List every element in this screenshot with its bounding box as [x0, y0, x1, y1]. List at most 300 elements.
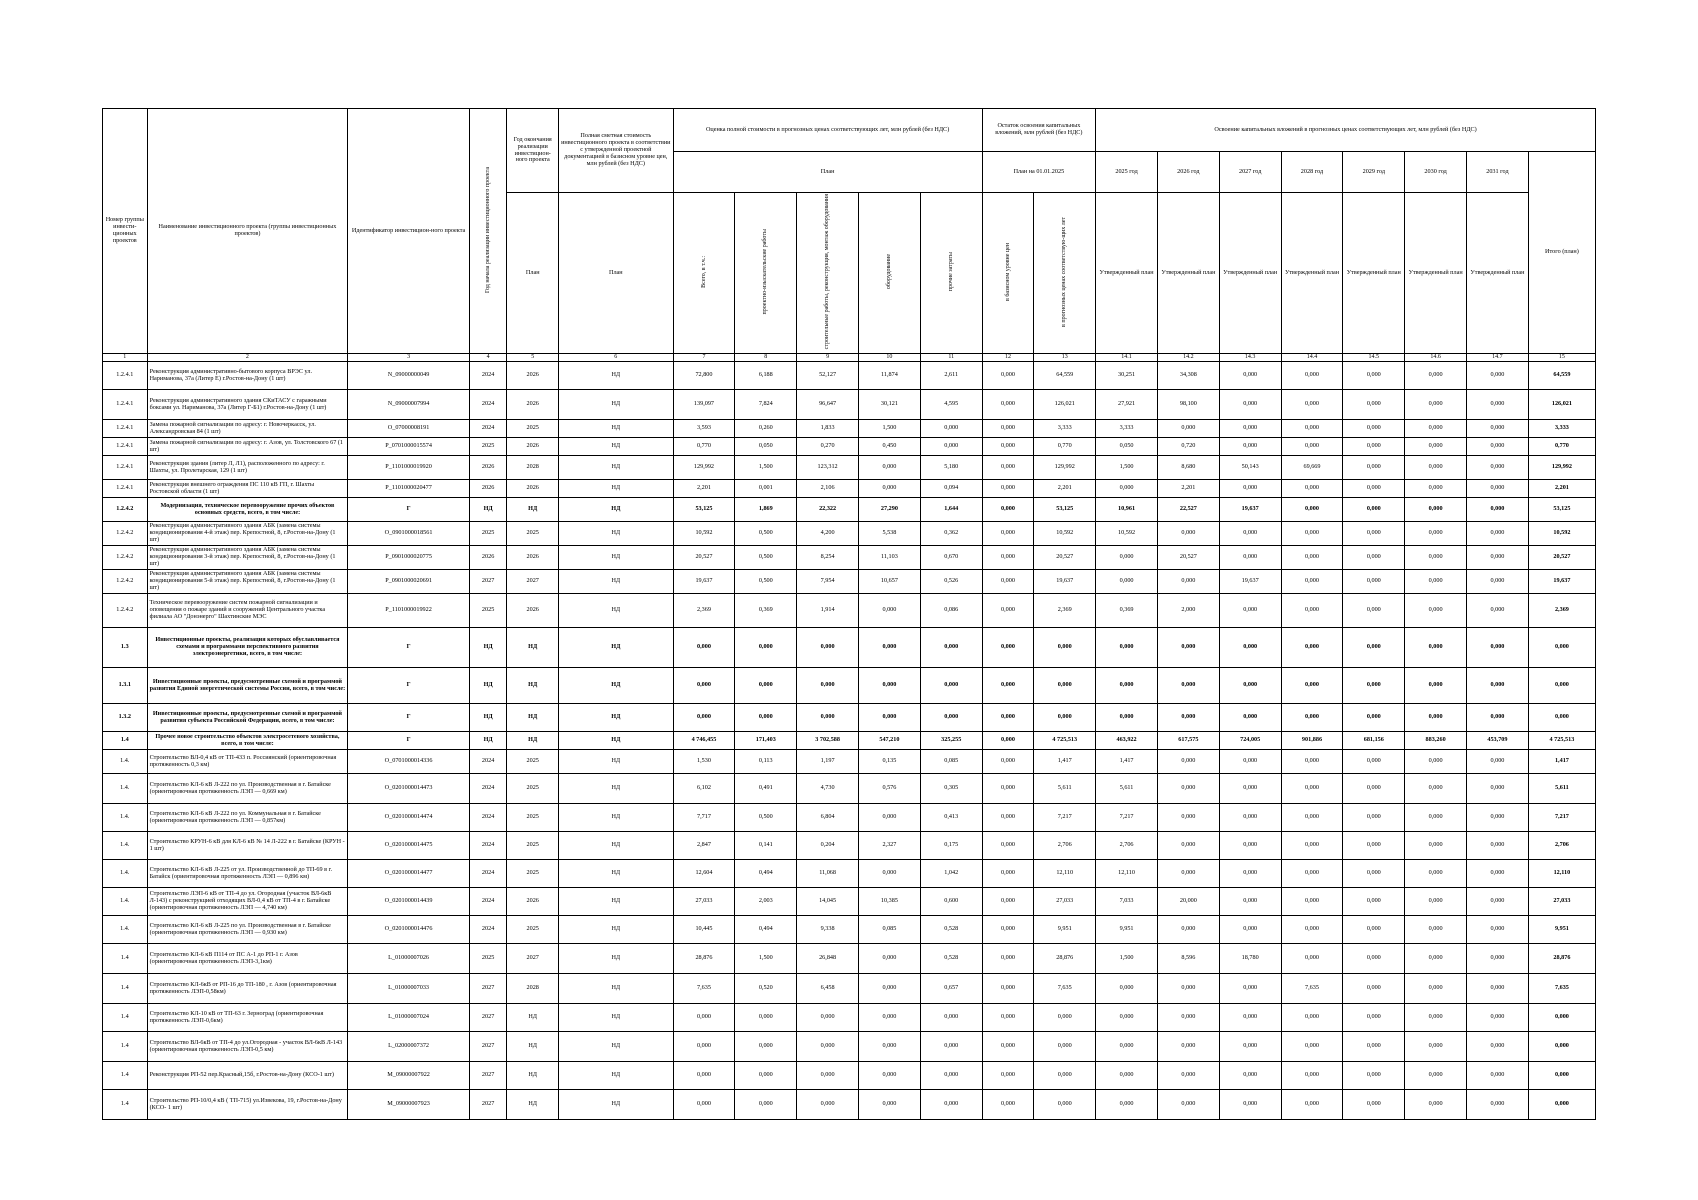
column-number: 2	[147, 354, 348, 362]
table-cell: N_09000000049	[348, 362, 470, 390]
table-cell: 2,003	[735, 888, 797, 916]
project-name-cell: Инвестиционные проекты, предусмотренные схемой и программой развития Единой энергетической системы России, всего, в том числе:	[147, 668, 348, 704]
table-cell: 0,770	[1034, 438, 1096, 456]
column-number-row	[103, 354, 1596, 362]
total-cell: 0,000	[1528, 704, 1595, 732]
table-cell: 0,000	[859, 456, 921, 480]
table-cell: 0,000	[1343, 498, 1405, 522]
table-cell: 617,575	[1157, 732, 1219, 750]
project-name-cell: Модернизация, техническое перевооружение прочих объектов основных средств, всего, в том числе:	[147, 498, 348, 522]
table-cell: 0,000	[1405, 704, 1467, 732]
table-cell: НД	[559, 888, 674, 916]
group-number-cell: 1.2.4.2	[103, 570, 148, 594]
header-project-id: Идентификатор инвестицион-ного проекта	[348, 109, 470, 354]
table-cell: 2,327	[859, 832, 921, 860]
table-cell: 30,121	[859, 390, 921, 420]
table-cell: 0,000	[1467, 522, 1529, 546]
table-cell: 0,000	[797, 1032, 859, 1062]
table-cell: 4,595	[920, 390, 982, 420]
table-cell: 0,000	[859, 480, 921, 498]
table-cell: НД	[507, 1004, 559, 1032]
table-cell: 0,000	[1281, 546, 1343, 570]
table-cell: 0,000	[735, 1090, 797, 1120]
table-cell: НД	[507, 628, 559, 668]
header-est-equipment-label: оборудование	[886, 254, 893, 290]
table-cell: НД	[507, 732, 559, 750]
table-cell: 0,000	[1405, 1090, 1467, 1120]
table-cell: 0,000	[982, 944, 1034, 974]
column-number: 9	[797, 354, 859, 362]
table-row	[103, 1090, 1596, 1120]
table-cell: 1,530	[673, 750, 735, 774]
table-cell: 0,000	[1281, 860, 1343, 888]
table-cell: 10,592	[1034, 522, 1096, 546]
table-cell: 0,000	[1219, 1062, 1281, 1090]
group-number-cell: 1.2.4.2	[103, 546, 148, 570]
table-cell: 0,000	[1405, 750, 1467, 774]
table-cell: 0,000	[1281, 668, 1343, 704]
table-cell: 0,000	[1343, 456, 1405, 480]
table-cell: 6,458	[797, 974, 859, 1004]
table-cell: 0,305	[920, 774, 982, 804]
table-cell: 0,000	[920, 1004, 982, 1032]
table-cell: НД	[559, 628, 674, 668]
table-cell: 0,000	[673, 1062, 735, 1090]
table-cell: 12,604	[673, 860, 735, 888]
table-cell: 463,922	[1096, 732, 1158, 750]
table-cell: 2027	[469, 570, 506, 594]
table-cell: 0,000	[920, 668, 982, 704]
table-cell: 0,000	[1219, 546, 1281, 570]
table-cell: 7,635	[1281, 974, 1343, 1004]
table-cell: 0,000	[1467, 456, 1529, 480]
table-cell: 0,000	[1157, 1004, 1219, 1032]
table-cell: 9,951	[1034, 916, 1096, 944]
table-cell: 6,102	[673, 774, 735, 804]
table-cell: 0,000	[920, 1090, 982, 1120]
table-cell: 0,000	[1281, 1032, 1343, 1062]
table-cell: 0,000	[1467, 1032, 1529, 1062]
header-year-2028: 2028 год	[1281, 152, 1343, 193]
table-cell: 1,197	[797, 750, 859, 774]
table-cell: 0,000	[1405, 498, 1467, 522]
column-number: 11	[920, 354, 982, 362]
table-cell: 0,000	[1281, 420, 1343, 438]
header-full-cost: Полная сметная стоимость инвестиционного проекта в соответствии с утвержденной проектной документацией в базисном уровне цен, млн рублей (без НДС)	[559, 109, 674, 193]
table-cell: 0,000	[1343, 420, 1405, 438]
table-cell: 0,000	[1343, 546, 1405, 570]
group-number-cell: 1.4.	[103, 860, 148, 888]
table-cell: 0,000	[1343, 362, 1405, 390]
table-cell: 0,000	[1157, 704, 1219, 732]
table-cell: 5,180	[920, 456, 982, 480]
table-cell: 883,260	[1405, 732, 1467, 750]
table-cell: 53,125	[1034, 498, 1096, 522]
table-cell: 2025	[469, 438, 506, 456]
table-cell: 10,592	[1096, 522, 1158, 546]
table-cell: L_02000007372	[348, 1032, 470, 1062]
table-cell: 6,804	[797, 804, 859, 832]
table-cell: 0,175	[920, 832, 982, 860]
table-cell: 0,000	[1157, 668, 1219, 704]
table-cell: 0,204	[797, 832, 859, 860]
table-cell: 0,000	[982, 732, 1034, 750]
table-cell: 22,322	[797, 498, 859, 522]
total-cell: 20,527	[1528, 546, 1595, 570]
group-number-cell: 1.4.	[103, 888, 148, 916]
table-cell: НД	[559, 390, 674, 420]
table-cell: 0,000	[1281, 704, 1343, 732]
table-row	[103, 546, 1596, 570]
table-cell: 0,000	[797, 704, 859, 732]
table-cell: 0,000	[1343, 438, 1405, 456]
total-cell: 7,217	[1528, 804, 1595, 832]
project-name-cell: Строительство КЛ-6 кВ П114 от ПС А-1 до РП-1 г. Азов (ориентировочная протяженность ЛЭП-3,1км)	[147, 944, 348, 974]
table-cell: 0,000	[859, 804, 921, 832]
table-cell: 0,000	[1219, 860, 1281, 888]
table-cell: 0,000	[1219, 668, 1281, 704]
table-row	[103, 1062, 1596, 1090]
column-number: 14.6	[1405, 354, 1467, 362]
project-name-cell: Строительство ВЛ-0,4 кВ от ТП-433 п. Россиянский (ориентировочная протяженность 0,3 км)	[147, 750, 348, 774]
table-cell: 1,914	[797, 594, 859, 628]
table-cell: НД	[559, 546, 674, 570]
table-cell: 0,000	[982, 832, 1034, 860]
group-number-cell: 1.4.	[103, 750, 148, 774]
table-cell: 0,000	[1281, 888, 1343, 916]
table-cell: O_0201000014477	[348, 860, 470, 888]
table-cell: 0,000	[1219, 774, 1281, 804]
table-row	[103, 668, 1596, 704]
table-cell: 2025	[507, 750, 559, 774]
table-cell: 2024	[469, 750, 506, 774]
table-cell: 0,000	[797, 628, 859, 668]
table-cell: P_0901000020691	[348, 570, 470, 594]
table-cell: 0,000	[1281, 390, 1343, 420]
table-row	[103, 628, 1596, 668]
table-cell: 0,000	[1219, 438, 1281, 456]
header-approved-2031: Утвержденный план	[1467, 193, 1529, 354]
table-cell: НД	[469, 704, 506, 732]
table-cell: 0,000	[1281, 522, 1343, 546]
table-cell: 0,000	[1034, 628, 1096, 668]
table-row	[103, 750, 1596, 774]
column-number: 8	[735, 354, 797, 362]
table-cell: 0,000	[1281, 1090, 1343, 1120]
table-cell: 2025	[507, 916, 559, 944]
table-cell: 0,000	[982, 1062, 1034, 1090]
table-cell: 0,000	[982, 362, 1034, 390]
table-cell: 0,000	[1467, 1004, 1529, 1032]
table-cell: 0,000	[1405, 522, 1467, 546]
table-cell: 0,000	[1157, 804, 1219, 832]
table-cell: 10,657	[859, 570, 921, 594]
table-cell: 1,042	[920, 860, 982, 888]
table-cell: 123,312	[797, 456, 859, 480]
table-cell: 0,000	[1467, 916, 1529, 944]
total-cell: 0,000	[1528, 668, 1595, 704]
table-cell: 2024	[469, 832, 506, 860]
table-cell: 0,000	[1219, 1032, 1281, 1062]
total-cell: 0,000	[1528, 1090, 1595, 1120]
table-cell: 0,000	[1219, 750, 1281, 774]
table-cell: 0,000	[1034, 1032, 1096, 1062]
table-cell: 0,000	[1405, 420, 1467, 438]
table-cell: 0,000	[1219, 974, 1281, 1004]
table-cell: 0,000	[1343, 944, 1405, 974]
table-cell: L_01000007033	[348, 974, 470, 1004]
table-cell: 0,135	[859, 750, 921, 774]
table-cell: 28,876	[1034, 944, 1096, 974]
table-cell: 0,000	[1096, 704, 1158, 732]
group-number-cell: 1.4	[103, 1032, 148, 1062]
table-cell: НД	[507, 1090, 559, 1120]
table-cell: 0,000	[1343, 480, 1405, 498]
table-cell: 0,000	[1343, 704, 1405, 732]
table-cell: 126,021	[1034, 390, 1096, 420]
column-number: 10	[859, 354, 921, 362]
table-cell: 0,000	[1034, 668, 1096, 704]
table-cell: P_1101000019922	[348, 594, 470, 628]
table-cell: O_0701000014336	[348, 750, 470, 774]
header-approved-2025: Утвержденный план	[1096, 193, 1158, 354]
table-cell: 0,000	[1157, 974, 1219, 1004]
table-cell: 0,600	[920, 888, 982, 916]
table-cell: 0,000	[1405, 804, 1467, 832]
table-cell: O_07000008191	[348, 420, 470, 438]
table-cell: 0,000	[982, 668, 1034, 704]
table-cell: 27,290	[859, 498, 921, 522]
table-cell: 0,000	[1157, 570, 1219, 594]
table-cell: 53,125	[673, 498, 735, 522]
table-cell: 0,000	[1096, 546, 1158, 570]
table-cell: 0,000	[1343, 1062, 1405, 1090]
project-name-cell: Замена пожарной сигнализации по адресу: г. Азов, ул. Толстовского 67 (1 шт)	[147, 438, 348, 456]
table-cell: O_0201000014476	[348, 916, 470, 944]
table-cell: 2025	[469, 594, 506, 628]
table-cell: 0,000	[1405, 438, 1467, 456]
table-cell: 0,000	[920, 438, 982, 456]
table-cell: 2,369	[1034, 594, 1096, 628]
table-cell: 7,954	[797, 570, 859, 594]
total-cell: 0,000	[1528, 1062, 1595, 1090]
column-number: 14.7	[1467, 354, 1529, 362]
table-cell: 19,637	[1034, 570, 1096, 594]
header-total: Итого (план)	[1528, 152, 1595, 354]
table-cell: 2025	[469, 944, 506, 974]
table-cell: 0,000	[1467, 832, 1529, 860]
total-cell: 0,000	[1528, 628, 1595, 668]
table-cell: 2,706	[1034, 832, 1096, 860]
table-cell: 0,000	[1405, 362, 1467, 390]
column-number: 14.2	[1157, 354, 1219, 362]
table-cell: 0,000	[673, 1004, 735, 1032]
table-cell: 0,000	[982, 420, 1034, 438]
table-cell: 0,000	[920, 420, 982, 438]
table-cell: 0,000	[673, 704, 735, 732]
header-est-other-label: прочие затраты	[947, 252, 954, 292]
table-cell: 98,100	[1157, 390, 1219, 420]
table-cell: НД	[507, 498, 559, 522]
project-name-cell: Инвестиционные проекты, предусмотренные схемой и программой развития субъекта Российской Федерации, всего, в том числе:	[147, 704, 348, 732]
table-cell: 0,000	[1034, 1004, 1096, 1032]
project-name-cell: Реконструкция административного здания СКиТАСУ с гаражными боксами ул. Нариманова, 37а (Литер Г-Б1) г.Ростов-на-Дону (1 шт)	[147, 390, 348, 420]
table-cell: 0,000	[1405, 1062, 1467, 1090]
table-cell: P_0901000020775	[348, 546, 470, 570]
table-cell: 2026	[469, 546, 506, 570]
group-number-cell: 1.4	[103, 1090, 148, 1120]
table-cell: 0,000	[1157, 1062, 1219, 1090]
table-cell: НД	[469, 498, 506, 522]
table-cell: 2024	[469, 888, 506, 916]
header-rem-base	[982, 193, 1034, 354]
column-number: 13	[1034, 354, 1096, 362]
table-cell: 724,005	[1219, 732, 1281, 750]
table-cell: 1,417	[1096, 750, 1158, 774]
table-cell: 0,000	[1467, 804, 1529, 832]
table-cell: 0,491	[735, 774, 797, 804]
project-name-cell: Реконструкция внешнего ограждения ПС 110 кВ ГП, г. Шахты Ростовской области (1 шт)	[147, 480, 348, 498]
header-est-design-label: проектно-изыскательские работы	[762, 228, 769, 315]
table-cell: 2024	[469, 916, 506, 944]
table-cell: 0,000	[859, 1062, 921, 1090]
table-row	[103, 832, 1596, 860]
header-estimate: Оценка полной стоимости в прогнозных ценах соответствующих лет, млн рублей (без НДС)	[673, 109, 982, 152]
table-cell: 0,000	[1096, 1090, 1158, 1120]
table-cell: НД	[559, 1032, 674, 1062]
column-number: 15	[1528, 354, 1595, 362]
table-cell: 2027	[469, 1090, 506, 1120]
table-cell: 0,000	[982, 774, 1034, 804]
table-cell: 2024	[469, 774, 506, 804]
table-cell: 2026	[507, 480, 559, 498]
group-number-cell: 1.4.	[103, 774, 148, 804]
table-cell: 171,403	[735, 732, 797, 750]
table-cell: 2028	[507, 456, 559, 480]
header-est-equipment	[859, 193, 921, 354]
table-cell: 0,362	[920, 522, 982, 546]
table-cell: 2027	[469, 974, 506, 1004]
table-cell: НД	[559, 438, 674, 456]
table-cell: 1,500	[735, 944, 797, 974]
table-cell: 20,527	[1034, 546, 1096, 570]
header-full-cost-plan: План	[559, 193, 674, 354]
table-cell: 0,000	[1405, 570, 1467, 594]
table-cell: 0,000	[1343, 628, 1405, 668]
table-cell: 2025	[507, 522, 559, 546]
table-cell: 0,369	[1096, 594, 1158, 628]
table-cell: 0,000	[1405, 480, 1467, 498]
table-cell: 0,000	[1096, 974, 1158, 1004]
project-name-cell: Замена пожарной сигнализации по адресу: г. Новочеркасск, ул. Александровская 84 (1 шт)	[147, 420, 348, 438]
table-cell: 0,000	[1281, 774, 1343, 804]
table-cell: 0,000	[1281, 804, 1343, 832]
project-name-cell: Реконструкция административного здания АБК (замена системы кондиционирования 5-й этаж) пер. Крепостной, 8, г.Ростов-на-Дону (1 шт)	[147, 570, 348, 594]
table-cell: 2026	[469, 456, 506, 480]
table-cell: 0,000	[1405, 1032, 1467, 1062]
table-cell: 0,000	[1219, 916, 1281, 944]
table-cell: 2026	[469, 480, 506, 498]
table-cell: P_1101000020477	[348, 480, 470, 498]
table-cell: 27,033	[673, 888, 735, 916]
table-cell: 26,848	[797, 944, 859, 974]
table-cell: 0,000	[982, 438, 1034, 456]
table-cell: Г	[348, 732, 470, 750]
table-cell: 2,611	[920, 362, 982, 390]
table-cell: 0,000	[920, 704, 982, 732]
table-cell: 5,611	[1034, 774, 1096, 804]
project-name-cell: Строительство КЛ-6 кВ Л-225 по ул. Производственная в г. Батайске (ориентировочная протяженность ЛЭП — 0,930 км)	[147, 916, 348, 944]
project-name-cell: Строительство РП-10/0,4 кВ ( ТП-715) ул.Извекова, 19, г.Ростов-на-Дону (КСО- 1 шт)	[147, 1090, 348, 1120]
table-cell: 0,000	[1281, 498, 1343, 522]
table-cell: 0,000	[1405, 888, 1467, 916]
table-cell: 0,000	[1467, 944, 1529, 974]
table-cell: 0,000	[859, 860, 921, 888]
table-cell: 2025	[507, 860, 559, 888]
table-cell: 8,680	[1157, 456, 1219, 480]
table-cell: 5,538	[859, 522, 921, 546]
table-cell: 0,000	[1467, 628, 1529, 668]
table-cell: 34,308	[1157, 362, 1219, 390]
table-cell: Г	[348, 668, 470, 704]
table-cell: 1,500	[735, 456, 797, 480]
table-cell: O_0201000014475	[348, 832, 470, 860]
table-cell: 0,000	[1157, 628, 1219, 668]
table-cell: 3,593	[673, 420, 735, 438]
table-cell: P_0701000015574	[348, 438, 470, 456]
group-number-cell: 1.2.4.1	[103, 420, 148, 438]
table-cell: 0,000	[982, 594, 1034, 628]
table-cell: 30,251	[1096, 362, 1158, 390]
table-cell: 0,000	[859, 1032, 921, 1062]
table-row	[103, 974, 1596, 1004]
table-header	[103, 109, 1596, 362]
project-name-cell: Реконструкция административно-бытового корпуса ВРЭС ул. Нариманова, 37а (Литер Е) г.Ростов-на-Дону (1 шт)	[147, 362, 348, 390]
group-number-cell: 1.2.4.1	[103, 390, 148, 420]
table-cell: 0,000	[982, 704, 1034, 732]
table-cell: 0,000	[1281, 916, 1343, 944]
project-name-cell: Строительство КЛ-6 кВ Л-222 по ул. Коммунальная в г. Батайске (ориентировочная протяженность ЛЭП — 0,857км)	[147, 804, 348, 832]
table-cell: 7,824	[735, 390, 797, 420]
project-name-cell: Строительство ЛЭП-6 кВ от ТП-4 до ул. Огородная (участок ВЛ-6кВ Л-143) с реконструкцией отходящих ВЛ-0,4 кВ от ТП-4 в г. Батайске (ориентировочная протяженность ЛЭП — 4,740 км)	[147, 888, 348, 916]
table-cell: 1,869	[735, 498, 797, 522]
project-name-cell: Строительство ВЛ-6кВ от ТП-4 до ул.Огородная - участок ВЛ-6кВ Л-143 (ориентировочная протяженность ЛЭП-0,5 км)	[147, 1032, 348, 1062]
table-cell: 0,000	[1467, 974, 1529, 1004]
table-cell: 129,992	[1034, 456, 1096, 480]
total-cell: 0,000	[1528, 1004, 1595, 1032]
table-cell: 3,333	[1034, 420, 1096, 438]
total-cell: 9,951	[1528, 916, 1595, 944]
header-est-total	[673, 193, 735, 354]
table-cell: 2026	[507, 362, 559, 390]
table-cell: 0,000	[982, 804, 1034, 832]
table-cell: 2,369	[673, 594, 735, 628]
table-cell: 2026	[507, 594, 559, 628]
table-cell: 2024	[469, 860, 506, 888]
table-cell: НД	[559, 1090, 674, 1120]
table-cell: P_1101000019920	[348, 456, 470, 480]
table-cell: 0,000	[735, 668, 797, 704]
table-cell: 0,000	[797, 668, 859, 704]
table-cell: 0,000	[859, 944, 921, 974]
table-cell: 0,000	[735, 704, 797, 732]
column-number: 1	[103, 354, 148, 362]
table-cell: L_01000007026	[348, 944, 470, 974]
table-cell: 0,000	[1219, 704, 1281, 732]
project-name-cell: Строительство КЛ-10 кВ от ТП-63 г. Зерноград (ориентировочная протяженность ЛЭП-0,6км)	[147, 1004, 348, 1032]
table-cell: 0,000	[859, 668, 921, 704]
table-cell: Г	[348, 498, 470, 522]
